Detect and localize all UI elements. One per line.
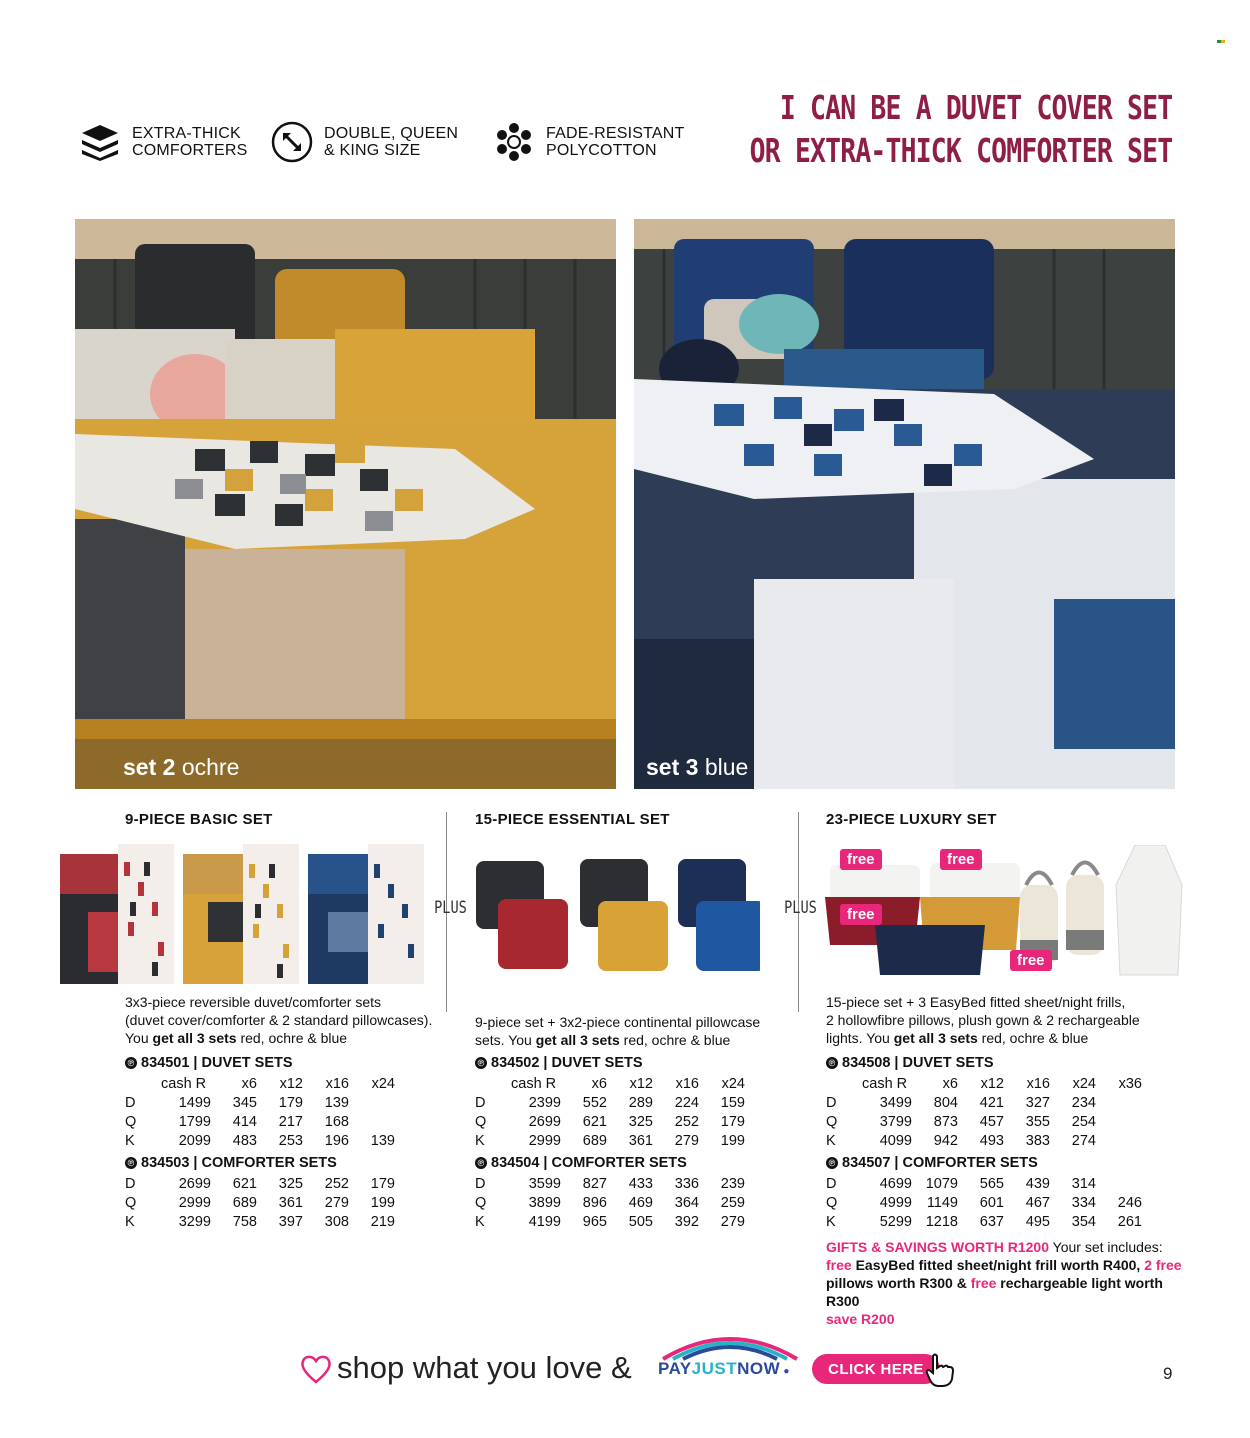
gift-item: pillows worth R300 &: [826, 1275, 971, 1291]
feature-line2: COMFORTERS: [132, 142, 248, 159]
table-header: x12: [980, 1075, 1004, 1092]
feature-comforters: [78, 120, 247, 164]
cell: 364: [674, 1194, 699, 1211]
cell: 361: [628, 1132, 653, 1149]
table-row: [826, 1174, 1142, 1193]
caption-bold: set 3: [646, 754, 699, 780]
cell: 469: [628, 1194, 653, 1211]
duvet-code: [125, 1055, 293, 1071]
desc-bold: get all 3 sets: [893, 1030, 978, 1046]
cell: 873: [933, 1113, 958, 1130]
code-text: 834502 | DUVET SETS: [491, 1055, 643, 1071]
cell: 224: [674, 1094, 699, 1111]
price-table-essential-comforter: [475, 1174, 745, 1231]
cell: D: [826, 1094, 837, 1111]
table-header-row: [125, 1074, 395, 1093]
cell: 234: [1071, 1094, 1096, 1111]
cell: 758: [232, 1213, 257, 1230]
desc-prefix: sets. You: [475, 1032, 536, 1048]
photo-caption: [123, 754, 239, 781]
cell: D: [826, 1175, 837, 1192]
table-row: [125, 1212, 395, 1231]
cell: 199: [370, 1194, 395, 1211]
cell: K: [826, 1132, 836, 1149]
cell: 565: [979, 1175, 1004, 1192]
cell: Q: [826, 1194, 838, 1211]
cell: D: [125, 1175, 136, 1192]
cell: 2699: [528, 1113, 561, 1130]
table-header: x24: [1072, 1075, 1096, 1092]
photo-set-3-blue: [634, 219, 1175, 789]
table-row: [125, 1112, 395, 1131]
table-header-row: [826, 1074, 1142, 1093]
cell: 252: [674, 1113, 699, 1130]
cell: 308: [324, 1213, 349, 1230]
cell: 239: [720, 1175, 745, 1192]
comforter-code: [475, 1155, 687, 1171]
cell: [1096, 1093, 1142, 1112]
cell: 327: [1025, 1094, 1050, 1111]
cell: 4699: [879, 1175, 912, 1192]
cell: 4199: [528, 1213, 561, 1230]
cell: 253: [278, 1132, 303, 1149]
table-header: cash R: [511, 1075, 557, 1092]
cell: 334: [1071, 1194, 1096, 1211]
cell: 621: [232, 1175, 257, 1192]
cell: 1079: [925, 1175, 958, 1192]
stack-icon: [78, 120, 122, 164]
cell: [1096, 1112, 1142, 1131]
caption-rest: ochre: [181, 754, 240, 780]
cell: D: [475, 1094, 486, 1111]
plus-label: PLUS: [784, 898, 817, 918]
cell: 199: [720, 1132, 745, 1149]
gift-item: EasyBed fitted sheet/night frill worth R400,: [851, 1257, 1145, 1273]
cell: 1149: [926, 1194, 958, 1211]
cell: [1096, 1131, 1142, 1150]
code-text: 834501 | DUVET SETS: [141, 1055, 293, 1071]
cta-label: CLICK HERE: [828, 1360, 924, 1378]
caption-rest: blue: [704, 754, 749, 780]
cell: 942: [933, 1132, 958, 1149]
cell: 1499: [178, 1094, 211, 1111]
cell: 896: [582, 1194, 607, 1211]
cell: 505: [628, 1213, 653, 1230]
desc-suffix: red, ochre & blue: [977, 1030, 1089, 1046]
table-header: x16: [675, 1075, 699, 1092]
desc-bold: get all 3 sets: [535, 1032, 620, 1048]
table-header: x6: [942, 1075, 958, 1092]
cell: 397: [278, 1213, 303, 1230]
desc-line: (duvet cover/comforter & 2 standard pillowcases).: [125, 1012, 433, 1028]
cell: 279: [324, 1194, 349, 1211]
cell: 601: [979, 1194, 1004, 1211]
desc-line: 3x3-piece reversible duvet/comforter sets: [125, 994, 381, 1010]
caption-bold: set 2: [123, 754, 176, 780]
desc-line: 9-piece set + 3x2-piece continental pillowcase: [475, 1014, 761, 1030]
feature-line1: EXTRA-THICK: [132, 125, 241, 142]
table-row: [125, 1193, 395, 1212]
payjustnow-logo[interactable]: PAYJUSTNOW ●: [655, 1325, 805, 1385]
free-badge: free: [1010, 950, 1052, 971]
order-icon: ℗: [475, 1157, 487, 1169]
feature-polycotton: [492, 120, 685, 164]
table-header: x6: [591, 1075, 607, 1092]
desc-suffix: red, ochre & blue: [236, 1030, 348, 1046]
table-row: [826, 1112, 1142, 1131]
gifts-title: GIFTS & SAVINGS WORTH R1200: [826, 1239, 1049, 1255]
diagonal-arrow-icon: [270, 120, 314, 164]
cell: Q: [475, 1113, 487, 1130]
free-badge: free: [940, 849, 982, 870]
table-row: [475, 1112, 745, 1131]
table-header-row: [475, 1074, 745, 1093]
cell: 279: [720, 1213, 745, 1230]
gift-item: rechargeable light worth R300: [826, 1275, 1163, 1309]
headline: [749, 86, 1172, 172]
table-header: x24: [721, 1075, 745, 1092]
cell: 1218: [925, 1213, 958, 1230]
cell: 552: [582, 1094, 607, 1111]
table-header: x16: [1026, 1075, 1050, 1092]
set-title-basic: 9-PIECE BASIC SET: [125, 811, 273, 828]
cell: 325: [278, 1175, 303, 1192]
table-row: [475, 1212, 745, 1231]
cell: Q: [475, 1194, 487, 1211]
feature-line1: FADE-RESISTANT: [546, 125, 685, 142]
brand-just: JUST: [691, 1359, 738, 1378]
cell: 325: [628, 1113, 653, 1130]
comforter-code: [125, 1155, 337, 1171]
cell: D: [475, 1175, 486, 1192]
cell: [349, 1093, 395, 1112]
set-description: [826, 993, 1196, 1047]
product-image-basic-duvets: [58, 842, 428, 987]
cell: 3499: [879, 1094, 912, 1111]
desc-prefix: You: [125, 1030, 153, 1046]
cell: 336: [674, 1175, 699, 1192]
cell: 139: [324, 1094, 349, 1111]
cell: 261: [1117, 1213, 1142, 1230]
cell: D: [125, 1094, 136, 1111]
desc-prefix: lights. You: [826, 1030, 894, 1046]
cell: K: [826, 1213, 836, 1230]
cell: Q: [125, 1194, 137, 1211]
cell: 217: [278, 1113, 303, 1130]
cell: 179: [720, 1113, 745, 1130]
table-row: [826, 1131, 1142, 1150]
set-title-essential: 15-PIECE ESSENTIAL SET: [475, 811, 670, 828]
cell: 2699: [178, 1175, 211, 1192]
cell: 259: [720, 1194, 745, 1211]
desc-bold: get all 3 sets: [152, 1030, 237, 1046]
cell: 345: [232, 1094, 257, 1111]
order-icon: ℗: [475, 1057, 487, 1069]
order-icon: ℗: [826, 1157, 838, 1169]
heart-icon: [300, 1354, 332, 1389]
table-header: x6: [241, 1075, 257, 1092]
cell: K: [475, 1213, 485, 1230]
photo-set-2-ochre: [75, 219, 616, 789]
headline-line2: OR EXTRA-THICK COMFORTER SET: [749, 131, 1172, 170]
cell: 274: [1071, 1132, 1096, 1149]
price-table-basic-comforter: [125, 1174, 395, 1231]
duvet-code: [826, 1055, 994, 1071]
cell: [349, 1112, 395, 1131]
order-icon: ℗: [125, 1157, 137, 1169]
brand-now: NOW: [737, 1359, 781, 1378]
cell: 433: [628, 1175, 653, 1192]
cell: 439: [1025, 1175, 1050, 1192]
desc-suffix: red, ochre & blue: [619, 1032, 731, 1048]
table-header: cash R: [862, 1075, 908, 1092]
free-badge: free: [840, 904, 882, 925]
save-amount: save R200: [826, 1311, 895, 1327]
cell: 314: [1071, 1175, 1096, 1192]
cell: 179: [278, 1094, 303, 1111]
set-description: [125, 993, 445, 1047]
cell: 2399: [528, 1094, 561, 1111]
cell: K: [475, 1132, 485, 1149]
table-row: [125, 1131, 395, 1150]
cell: 4999: [879, 1194, 912, 1211]
gifts-savings: [826, 1238, 1186, 1328]
cell: 168: [324, 1113, 349, 1130]
cell: 483: [232, 1132, 257, 1149]
table-row: [475, 1193, 745, 1212]
cell: 827: [582, 1175, 607, 1192]
cell: 689: [582, 1132, 607, 1149]
corner-mark: [1217, 30, 1225, 36]
cell: 2999: [528, 1132, 561, 1149]
pointer-hand-icon: [923, 1352, 957, 1393]
table-row: [125, 1174, 395, 1193]
cell: 467: [1025, 1194, 1050, 1211]
plus-label: PLUS: [434, 898, 467, 918]
cell: 621: [582, 1113, 607, 1130]
click-here-button[interactable]: [812, 1354, 940, 1384]
cell: 1799: [178, 1113, 211, 1130]
cell: 3599: [528, 1175, 561, 1192]
page-number: 9: [1163, 1364, 1173, 1383]
cell: 2099: [178, 1132, 211, 1149]
table-header: x36: [1118, 1075, 1142, 1092]
molecule-icon: [492, 120, 536, 164]
price-table-luxury-comforter: [826, 1174, 1142, 1231]
cell: 493: [979, 1132, 1004, 1149]
cell: 252: [324, 1175, 349, 1192]
cell: 495: [1025, 1213, 1050, 1230]
duvet-code: [475, 1055, 643, 1071]
gifts-intro: Your set includes:: [1049, 1239, 1163, 1255]
cell: 355: [1025, 1113, 1050, 1130]
table-header: x12: [279, 1075, 303, 1092]
cell: 689: [232, 1194, 257, 1211]
cell: 3299: [178, 1213, 211, 1230]
feature-line1: DOUBLE, QUEEN: [324, 125, 459, 142]
price-table-luxury: [826, 1074, 1142, 1150]
cell: 4099: [879, 1132, 912, 1149]
cell: 179: [370, 1175, 395, 1192]
cell: 254: [1071, 1113, 1096, 1130]
cell: 361: [278, 1194, 303, 1211]
cell: 457: [979, 1113, 1004, 1130]
cell: 279: [674, 1132, 699, 1149]
set-title-luxury: 23-PIECE LUXURY SET: [826, 811, 997, 828]
cell: 383: [1025, 1132, 1050, 1149]
comforter-code: [826, 1155, 1038, 1171]
table-row: [826, 1093, 1142, 1112]
table-header: cash R: [161, 1075, 207, 1092]
rainbow-arc-icon: [655, 1325, 805, 1361]
table-header: x24: [371, 1075, 395, 1092]
cell: 246: [1117, 1194, 1142, 1211]
cell: 3899: [528, 1194, 561, 1211]
cell: [1096, 1174, 1142, 1193]
cell: 5299: [879, 1213, 912, 1230]
price-table-basic: [125, 1074, 395, 1150]
set-description: [475, 1013, 795, 1049]
desc-line: 15-piece set + 3 EasyBed fitted sheet/night frills,: [826, 994, 1126, 1010]
code-text: 834508 | DUVET SETS: [842, 1055, 994, 1071]
feature-line2: POLYCOTTON: [546, 142, 657, 159]
code-text: 834507 | COMFORTER SETS: [842, 1155, 1038, 1171]
desc-line: 2 hollowfibre pillows, plush gown & 2 rechargeable: [826, 1012, 1140, 1028]
table-header: x12: [629, 1075, 653, 1092]
order-icon: ℗: [125, 1057, 137, 1069]
free-badge: free: [840, 849, 882, 870]
free-word: free: [826, 1257, 852, 1273]
table-header: x16: [325, 1075, 349, 1092]
cell: 219: [370, 1213, 395, 1230]
cell: K: [125, 1132, 135, 1149]
photo-caption: [646, 754, 748, 781]
feature-line2: & KING SIZE: [324, 142, 421, 159]
cell: 965: [582, 1213, 607, 1230]
cell: 3799: [879, 1113, 912, 1130]
footer-tagline: shop what you love &: [337, 1350, 632, 1385]
table-row: [475, 1131, 745, 1150]
price-table-essential: [475, 1074, 745, 1150]
cell: 414: [232, 1113, 257, 1130]
order-icon: ℗: [826, 1057, 838, 1069]
table-row: [475, 1174, 745, 1193]
table-row: [475, 1093, 745, 1112]
two-free: 2 free: [1144, 1257, 1182, 1273]
cell: 196: [324, 1132, 349, 1149]
table-row: [826, 1193, 1142, 1212]
code-text: 834503 | COMFORTER SETS: [141, 1155, 337, 1171]
cell: 139: [370, 1132, 395, 1149]
cell: 159: [720, 1094, 745, 1111]
cell: Q: [125, 1113, 137, 1130]
cell: 354: [1071, 1213, 1096, 1230]
cell: 289: [628, 1094, 653, 1111]
cell: Q: [826, 1113, 838, 1130]
code-text: 834504 | COMFORTER SETS: [491, 1155, 687, 1171]
cell: 392: [674, 1213, 699, 1230]
product-image-essential-pillows: [470, 855, 760, 975]
table-row: [125, 1093, 395, 1112]
cell: 637: [979, 1213, 1004, 1230]
cell: 421: [979, 1094, 1004, 1111]
cell: 2999: [178, 1194, 211, 1211]
headline-line1: I CAN BE A DUVET COVER SET: [779, 88, 1172, 127]
cell: K: [125, 1213, 135, 1230]
feature-sizes: [270, 120, 458, 164]
table-row: [826, 1212, 1142, 1231]
brand-pay: PAY: [658, 1359, 692, 1378]
cell: 804: [933, 1094, 958, 1111]
free-word: free: [970, 1275, 997, 1291]
